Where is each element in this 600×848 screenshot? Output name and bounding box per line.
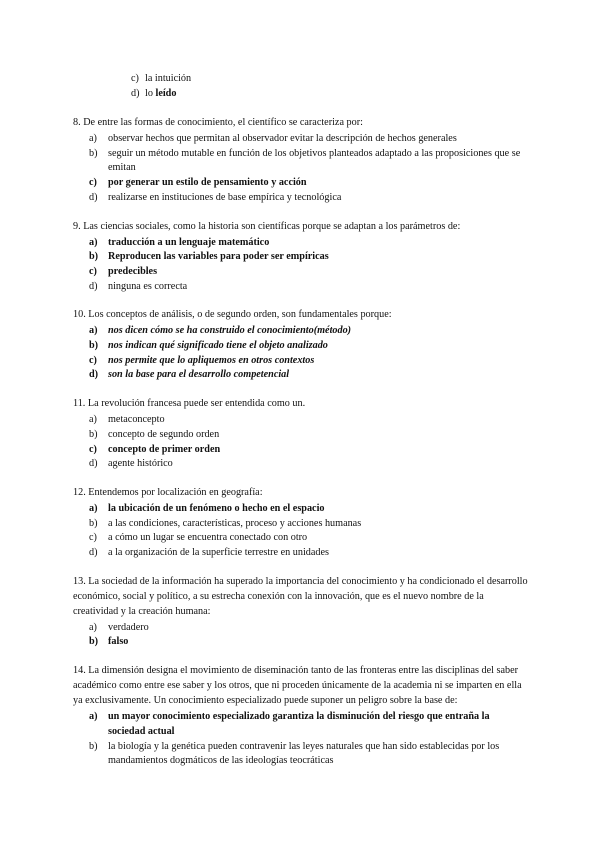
- option-letter: d): [89, 458, 98, 470]
- answer-option: [73, 176, 528, 191]
- option-c-continued: [131, 71, 191, 86]
- question-text: 11. La revolución francesa puede ser entendida como un.: [73, 398, 306, 410]
- answer-option: [73, 635, 528, 650]
- options-list: [73, 324, 528, 383]
- option-text: verdadero: [108, 621, 149, 633]
- option-text: son la base para el desarrollo competencial: [108, 369, 290, 381]
- option-letter: d): [89, 369, 99, 381]
- option-letter: d): [89, 547, 98, 559]
- answer-option: [73, 368, 528, 383]
- question-text: 9. Las ciencias sociales, como la historia son científicas porque se adaptan a los parámetros de:: [73, 220, 461, 232]
- questions-list: [73, 115, 528, 782]
- option-text: agente histórico: [108, 458, 173, 470]
- option-text: concepto de segundo orden: [108, 428, 220, 440]
- options-list: [73, 413, 528, 472]
- option-text: nos indican qué significado tiene el objeto analizado: [108, 340, 328, 352]
- answer-option: [73, 710, 528, 739]
- option-letter: b): [89, 740, 98, 752]
- question-13: [73, 574, 528, 650]
- option-letter: b): [89, 147, 98, 159]
- options-list: [73, 621, 528, 650]
- continued-options: [131, 71, 191, 101]
- option-letter: b): [89, 517, 98, 529]
- option-text: a la organización de la superficie terrestre en unidades: [108, 547, 330, 559]
- answer-option: [73, 280, 528, 295]
- option-letter: b): [89, 251, 99, 263]
- option-text: concepto de primer orden: [108, 443, 221, 455]
- answer-option: [73, 191, 528, 206]
- option-d-continued: [131, 86, 191, 101]
- option-text: falso: [108, 636, 129, 648]
- option-text: metaconcepto: [108, 414, 165, 426]
- option-text: nos permite que lo apliquemos en otros contextos: [108, 354, 315, 366]
- answer-option: [73, 236, 528, 251]
- option-text: Reproducen las variables para poder ser empíricas: [108, 251, 329, 263]
- question-10: [73, 307, 528, 383]
- question-text: 8. De entre las formas de conocimiento, el científico se caracteriza por:: [73, 117, 363, 128]
- option-letter: c): [131, 73, 139, 84]
- option-text: observar hechos que permitan al observador evitar la descripción de hechos generales: [108, 133, 457, 144]
- option-letter: c): [89, 177, 97, 189]
- option-letter: d): [89, 280, 98, 292]
- option-letter: d): [89, 191, 98, 203]
- answer-option: [73, 413, 528, 428]
- options-list: [73, 502, 528, 561]
- option-text: traducción a un lenguaje matemático: [108, 236, 270, 248]
- answer-option: [73, 502, 528, 517]
- answer-option: [73, 443, 528, 458]
- answer-option: [73, 740, 528, 769]
- question-14: [73, 663, 528, 769]
- option-letter: a): [89, 711, 98, 723]
- answer-option: [73, 324, 528, 339]
- option-text: seguir un método mutable en función de los objetivos planteados adaptado a las proposiciones que se emitan: [108, 147, 521, 174]
- option-text: ninguna es correcta: [108, 280, 188, 292]
- answer-option: [73, 517, 528, 532]
- option-letter: a): [89, 502, 98, 514]
- option-text-plain: lo: [145, 88, 156, 99]
- options-list: [73, 710, 528, 769]
- option-text: la ubicación de un fenómeno o hecho en el espacio: [108, 502, 325, 514]
- question-text: 14. La dimensión designa el movimiento de diseminación tanto de las fronteras entre las disciplinas del saber académico como entre ese saber y los otros, que ni proceden únicamente de la academia ni se imparten en ella ya exclusivamente. Un conocimiento especializado puede suponer un peligro sobre la base de:: [73, 665, 522, 707]
- option-letter: b): [89, 428, 98, 440]
- answer-option: [73, 457, 528, 472]
- option-letter: c): [89, 443, 97, 455]
- answer-option: [73, 531, 528, 546]
- answer-option: [73, 132, 528, 147]
- option-letter: c): [89, 265, 97, 277]
- answer-option: [73, 546, 528, 561]
- answer-option: [73, 147, 528, 176]
- answer-option: [73, 354, 528, 369]
- option-letter: a): [89, 325, 98, 337]
- answer-option: [73, 250, 528, 265]
- option-text: nos dicen cómo se ha construido el conocimiento(método): [108, 325, 352, 337]
- option-text: un mayor conocimiento especializado garantiza la disminución del riesgo que entraña la sociedad actual: [108, 711, 490, 737]
- option-text: realizarse en instituciones de base empírica y tecnológica: [108, 191, 342, 203]
- answer-option: [73, 621, 528, 636]
- option-text: la intuición: [145, 73, 192, 84]
- option-text: por generar un estilo de pensamiento y acción: [108, 177, 307, 189]
- option-text-bold: leído: [155, 88, 177, 99]
- answer-option: [73, 265, 528, 280]
- question-text: 13. La sociedad de la información ha superado la importancia del conocimiento y ha condicionado el desarrollo económico, social y político, a su estrecha conexión con la innovación, que es el nuevo nombre de la creatividad y la creación humana:: [73, 575, 528, 617]
- question-8: [73, 115, 528, 206]
- question-text: 12. Entendemos por localización en geografía:: [73, 486, 263, 498]
- option-letter: b): [89, 636, 99, 648]
- option-letter: a): [89, 236, 98, 248]
- answer-option: [73, 428, 528, 443]
- option-text: a cómo un lugar se encuentra conectado con otro: [108, 532, 308, 544]
- options-list: [73, 132, 528, 206]
- option-letter: a): [89, 621, 97, 633]
- option-letter: b): [89, 340, 99, 352]
- option-letter: a): [89, 133, 97, 144]
- option-letter: a): [89, 414, 97, 426]
- option-letter: c): [89, 354, 97, 366]
- option-letter: c): [89, 532, 97, 544]
- question-12: [73, 485, 528, 561]
- option-letter: d): [131, 88, 140, 99]
- answer-option: [73, 339, 528, 354]
- option-text: predecibles: [108, 265, 158, 277]
- option-text: la biología y la genética pueden contravenir las leyes naturales que han sido establecidas por los mandamientos dogmáticos de las ideologías teocráticas: [108, 740, 500, 767]
- question-9: [73, 219, 528, 295]
- question-11: [73, 396, 528, 472]
- question-text: 10. Los conceptos de análisis, o de segundo orden, son fundamentales porque:: [73, 309, 392, 321]
- options-list: [73, 236, 528, 295]
- option-text: a las condiciones, características, proceso y acciones humanas: [108, 517, 362, 529]
